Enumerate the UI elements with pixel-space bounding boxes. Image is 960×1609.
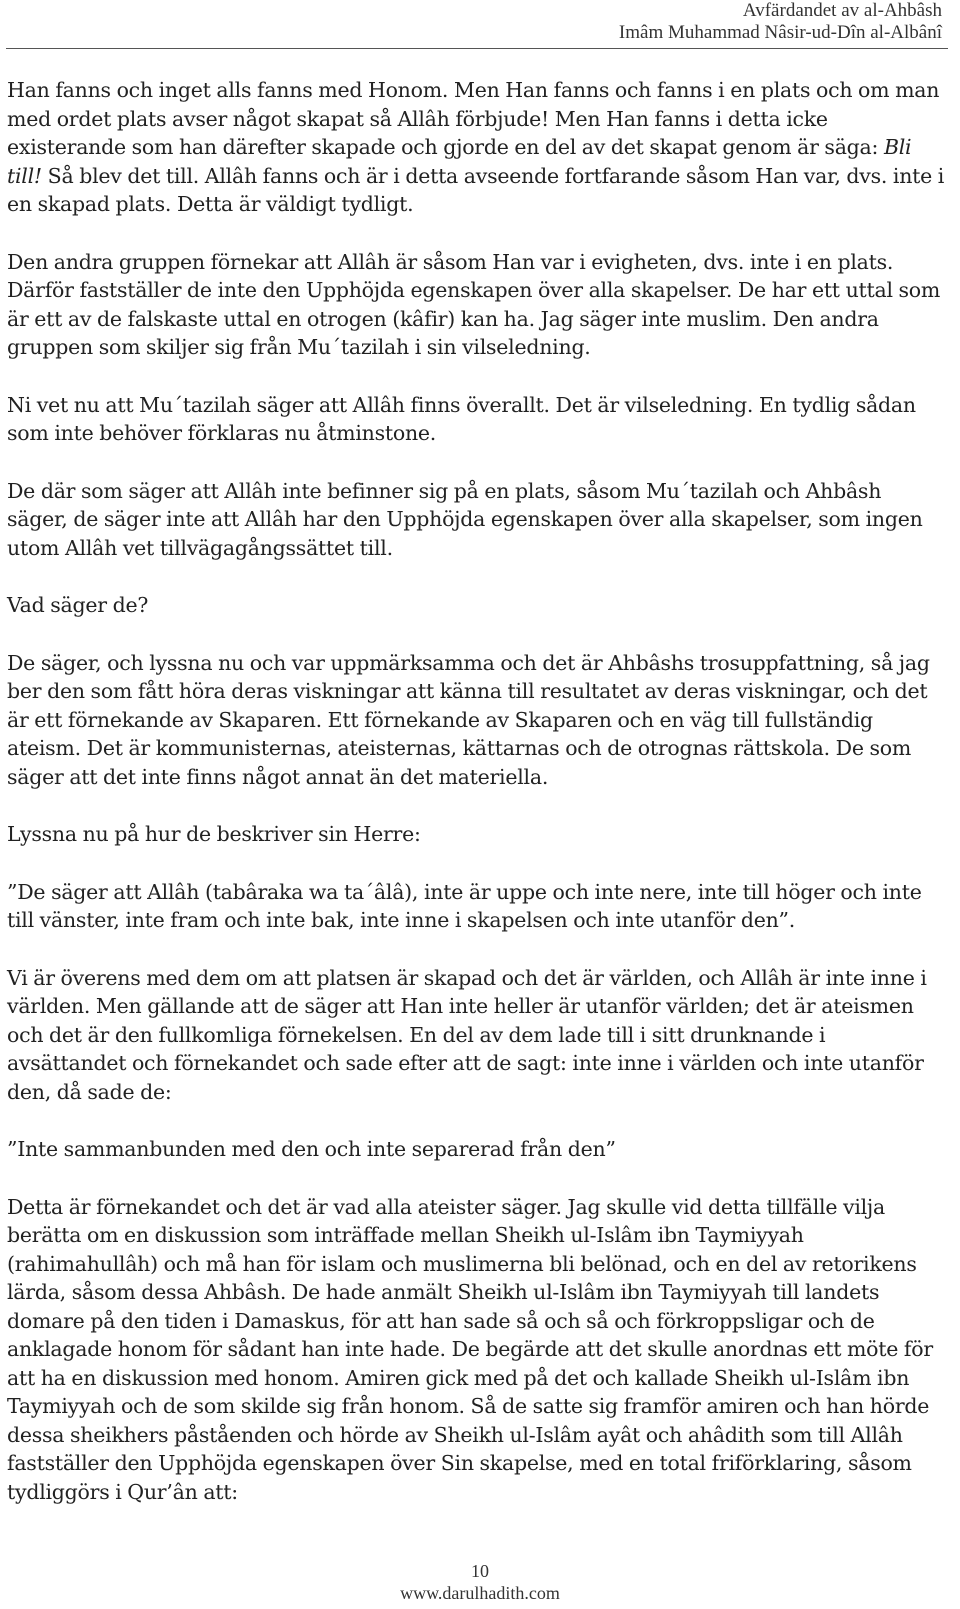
quote-2: ”Inte sammanbunden med den och inte separerad från den”	[7, 1137, 616, 1161]
page-header	[619, 0, 942, 44]
paragraph-5: Vad säger de?	[7, 593, 149, 617]
document-body	[7, 76, 945, 1506]
paragraph-4: De där som säger att Allâh inte befinner sig på en plats, såsom Mu´tazilah och Ahbâsh säger, de säger inte att Allâh har den Upphöjda egenskapen över alla skapelser, som ingen utom Allâh vet tillvägagångssättet till.	[7, 478, 923, 560]
quote-1: ”De säger att Allâh (tabâraka wa ta´âlâ), inte är uppe och inte nere, inte till höger och inte till vänster, inte fram och inte bak, inte inne i skapelsen och inte utanför den”.	[7, 879, 922, 932]
paragraph-1	[7, 76, 945, 219]
header-title: Avfärdandet av al-Ahbâsh	[742, 0, 942, 21]
header-divider	[6, 48, 948, 49]
paragraph-7: Lyssna nu på hur de beskriver sin Herre:	[7, 822, 421, 846]
page-number: 10	[471, 1561, 489, 1581]
paragraph-9: Vi är överens med dem om att platsen är skapad och det är världen, och Allâh är inte inne i världen. Men gällande att de säger att Han inte heller är utanför världen; det är ateismen och det är den fullkomliga förnekelsen. En del av dem lade till i sitt drunknande i avsättandet och förnekandet och sade efter att de sagt: inte inne i världen och inte utanför den, då sade de:	[7, 965, 927, 1104]
paragraph-1-italic: Bli till!	[7, 135, 912, 188]
footer-website: www.darulhadith.com	[400, 1583, 560, 1603]
paragraph-1-text-b: Så blev det till. Allâh fanns och är i detta avseende fortfarande såsom Han var, dvs. inte i en skapad plats. Detta är väldigt tydligt.	[7, 163, 945, 216]
paragraph-11: Detta är förnekandet och det är vad alla ateister säger. Jag skulle vid detta tillfälle vilja berätta om en diskussion som inträffade mellan Sheikh ul-Islâm ibn Taymiyyah (rahimahullâh) och må han för islam och muslimerna bli belönad, och en del av retorikens lärda, såsom dessa Ahbâsh. De hade anmält Sheikh ul-Islâm ibn Taymiyyah till landets domare på den tiden i Damaskus, för att han sade så och så och förkroppsligar och de anklagade honom för sådant han inte hade. De begärde att det skulle anordnas ett möte för att ha en diskussion med honom. Amiren gick med på det och kallade Sheikh ul-Islâm ibn Taymiyyah och de som skilde sig från honom. Så de satte sig framför amiren och han hörde dessa sheikhers påståenden och hörde av Sheikh ul-Islâm ayât och ahâdith som till Allâh fastställer den Upphöjda egenskapen över Sin skapelse, med en total friförklaring, såsom tydliggörs i Qur’ân att:	[7, 1194, 933, 1504]
header-author: Imâm Muhammad Nâsir-ud-Dîn al-Albânî	[618, 22, 942, 43]
paragraph-3: Ni vet nu att Mu´tazilah säger att Allâh finns överallt. Det är vilseledning. En tydlig sådan som inte behöver förklaras nu åtminstone.	[7, 392, 916, 445]
paragraph-6: De säger, och lyssna nu och var uppmärksamma och det är Ahbâshs trosuppfattning, så jag ber den som fått höra deras viskningar att känna till resultatet av deras viskningar, och det är ett förnekande av Skaparen. Ett förnekande av Skaparen och en väg till fullständig ateism. Det är kommunisternas, ateisternas, kättarnas och de otrognas rättskola. De som säger att det inte finns något annat än det materiella.	[7, 650, 930, 789]
paragraph-2: Den andra gruppen förnekar att Allâh är såsom Han var i evigheten, dvs. inte i en plats. Därför fastställer de inte den Upphöjda egenskapen över alla skapelser. De har ett uttal som är ett av de falskaste uttal en otrogen (kâfir) kan ha. Jag säger inte muslim. Den andra gruppen som skiljer sig från Mu´tazilah i sin vilseledning.	[7, 249, 941, 359]
paragraph-1-text-a: Han fanns och inget alls fanns med Honom. Men Han fanns och fanns i en plats och om man med ordet plats avser något skapat så Allâh förbjude! Men Han fanns i detta icke existerande som han därefter skapade och gjorde en del av det skapat genom är säga:	[7, 78, 940, 159]
page-footer	[0, 1560, 960, 1604]
